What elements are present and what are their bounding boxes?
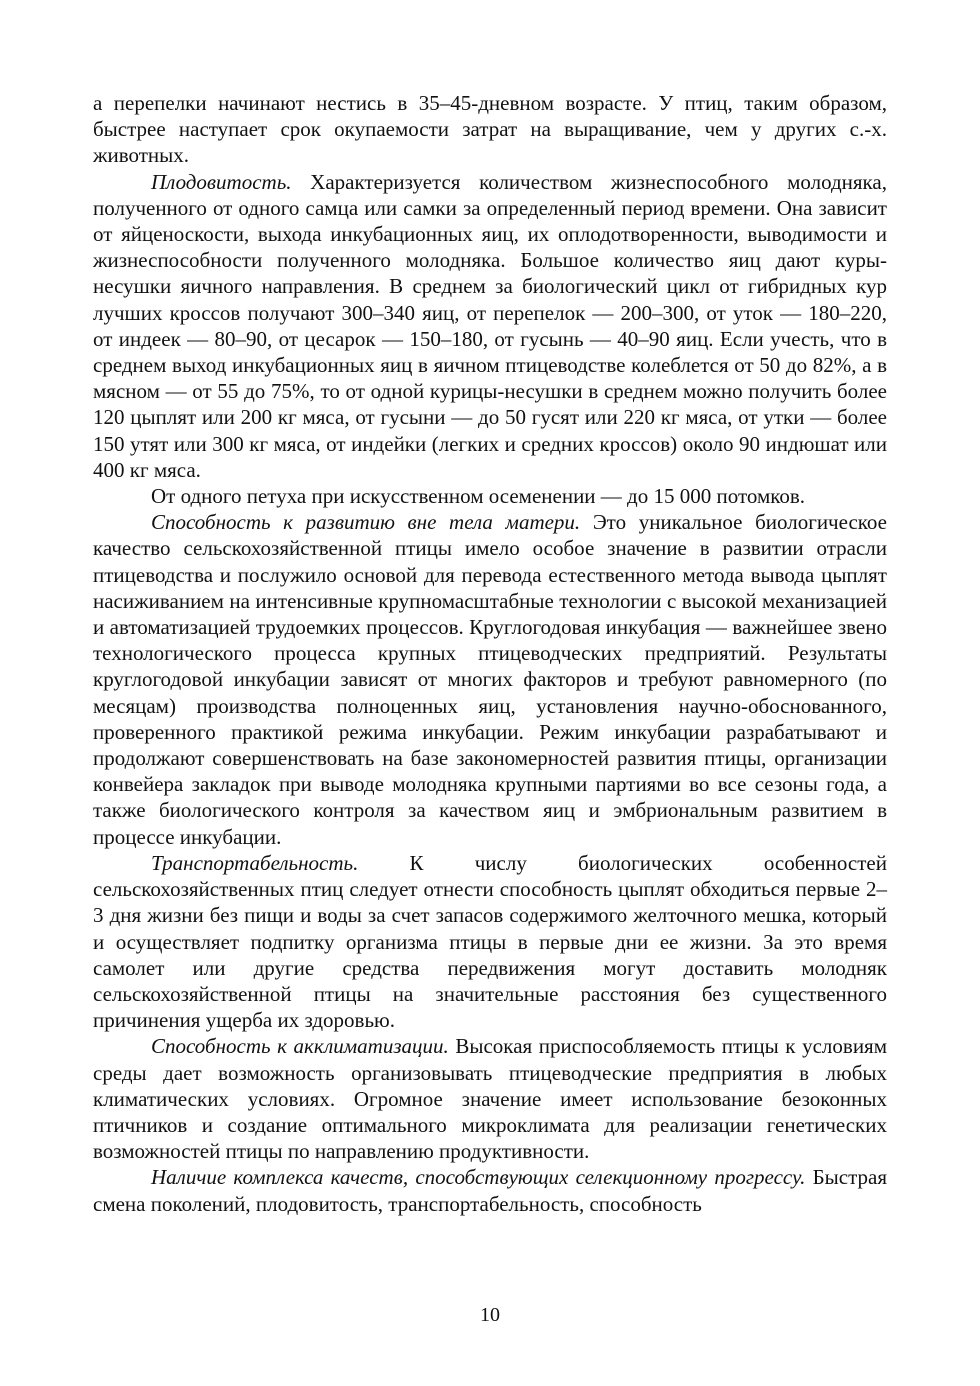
- paragraph-heading: Способность к акклиматизации.: [151, 1034, 449, 1059]
- page-number: 10: [480, 1304, 500, 1326]
- paragraph-acclimatization: [93, 1033, 887, 1164]
- page-body: [93, 90, 887, 1217]
- paragraph-development: [93, 509, 887, 850]
- paragraph-fertility: [93, 169, 887, 483]
- paragraph-text: Характеризуется количеством жизнеспособного молодняка, полученного от одного самца или самки за определенный период времени. Она зависит от яйценоскости, выхода инкубационных яиц, их оплодотворенности, выводимости и жизнеспособности полученного молодняка. Большое количество яиц дают куры-несушки яичного направления. В среднем за биологический цикл от гибридных кур лучших кроссов получают 300–340 яиц, от перепелок — 200–300, от уток — 180–220, от индеек — 80–90, от цесарок — 150–180, от гусынь — 40–90 яиц. Если учесть, что в среднем выход инкубационных яиц в яичном птицеводстве колеблется от 50 до 82%, а в мясном — от 55 до 75%, то от одной курицы-несушки в среднем можно получить более 120 цыплят или 200 кг мяса, от гусыни — до 50 гусят или 220 кг мяса, от утки — более 150 утят или 300 кг мяса, от индейки (легких и средних кроссов) около 90 индюшат или 400 кг мяса.: [93, 169, 887, 482]
- paragraph-text: Высокая приспособляемость птицы к условиям среды дает возможность организовывать птицеводческие предприятия в любых климатических условиях. Огромное значение имеет использование безоконных птичников и создание оптимального микроклимата для реализации генетических возможностей птицы по направлению продуктивности.: [93, 1034, 888, 1164]
- paragraph-text: Быстрая смена поколений, плодовитость, транспортабельность, способность: [93, 1165, 888, 1216]
- paragraph-heading: Наличие комплекса качеств, способствующих селекционному прогрессу.: [151, 1165, 806, 1190]
- paragraph-heading: Транспортабельность.: [151, 850, 359, 875]
- paragraph-rooster: [93, 483, 887, 509]
- paragraph-continuation: [93, 90, 887, 169]
- paragraph-heading: Плодовитость.: [151, 169, 292, 194]
- paragraph-selection: [93, 1164, 887, 1216]
- paragraph-text: а перепелки начинают нестись в 35–45-дневном возрасте. У птиц, таким образом, быстрее наступает срок окупаемости затрат на выращивание, чем у других с.-х. животных.: [93, 91, 887, 168]
- paragraph-text: Это уникальное биологическое качество сельскохозяйственной птицы имело особое значение в развитии отрасли птицеводства и послужило основой для перевода естественного метода вывода цыплят насиживанием на интенсивные крупномасштабные технологии с высокой механизацией и автоматизацией трудоемких процессов. Круглогодовая инкубация — важнейшее звено технологического процесса крупных птицеводческих предприятий. Результаты круглогодовой инкубации зависят от многих факторов и требуют равномерного (по месяцам) производства полноценных яиц, установления научно-обоснованного, проверенного практикой режима инкубации. Режим инкубации разрабатывают и продолжают совершенствовать на базе закономерностей развития птицы, организации конвейера закладок при выводе молодняка крупными партиями во все сезоны года, а также биологического контроля за качеством яиц и эмбриональным развитием в процессе инкубации.: [93, 510, 887, 849]
- paragraph-text: К числу биологических особенностей сельскохозяйственных птиц следует отнести способность цыплят обходиться первые 2–3 дня жизни без пищи и воды за счет запасов содержимого желточного мешка, который и осуществляет подпитку организма птицы в первые дни ее жизни. За это время самолет или другие средства передвижения могут доставить молодняк сельскохозяйственной птицы на значительные расстояния без существенного причинения ущерба их здоровью.: [93, 850, 887, 1033]
- paragraph-text: От одного петуха при искусственном осеменении — до 15 000 потомков.: [151, 484, 806, 509]
- paragraph-heading: Способность к развитию вне тела матери.: [151, 510, 581, 535]
- paragraph-transportability: [93, 850, 887, 1033]
